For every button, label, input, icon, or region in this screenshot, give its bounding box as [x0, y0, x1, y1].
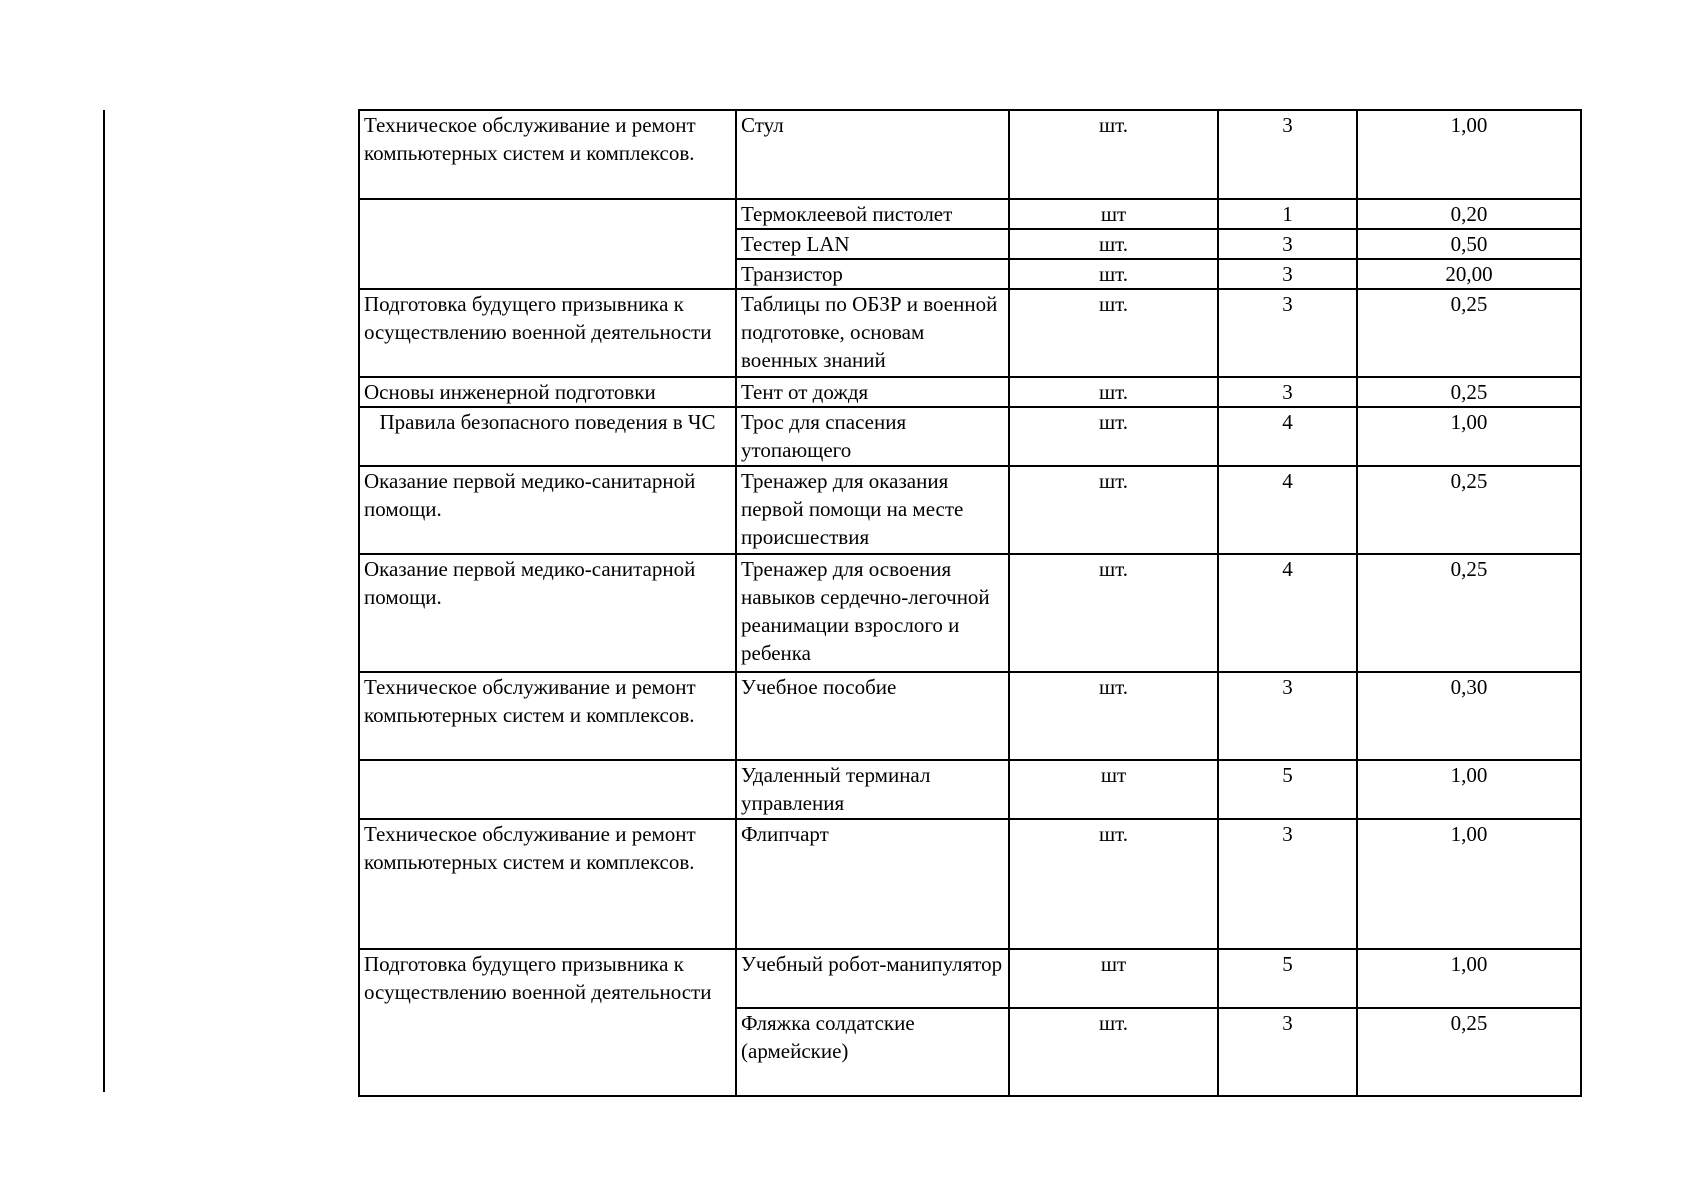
norm-cell: 1,00 [1357, 949, 1581, 1008]
item-cell: Фляжка солдатские (армейские) [736, 1008, 1009, 1096]
table-row [359, 819, 1581, 949]
norm-cell: 20,00 [1357, 259, 1581, 289]
unit-cell: шт. [1009, 554, 1218, 672]
subject-cell: Оказание первой медико-санитарной помощи. [359, 554, 736, 672]
unit-cell: шт. [1009, 259, 1218, 289]
item-cell: Тренажер для оказания первой помощи на месте происшествия [736, 466, 1009, 554]
subject-cell: Оказание первой медико-санитарной помощи. [359, 466, 736, 554]
qty-cell: 3 [1218, 1008, 1357, 1096]
table-row [359, 407, 1581, 466]
subject-cell: Подготовка будущего призывника к осуществлению военной деятельности [359, 289, 736, 377]
item-cell: Таблицы по ОБЗР и военной подготовке, основам военных знаний [736, 289, 1009, 377]
norm-cell: 0,30 [1357, 672, 1581, 760]
item-cell: Термоклеевой пистолет [736, 199, 1009, 229]
item-cell: Тестер LAN [736, 229, 1009, 259]
subject-cell: Техническое обслуживание и ремонт компьютерных систем и комплексов. [359, 672, 736, 760]
item-cell: Тренажер для освоения навыков сердечно-легочной реанимации взрослого и ребенка [736, 554, 1009, 672]
unit-cell: шт [1009, 199, 1218, 229]
subject-cell: Техническое обслуживание и ремонт компьютерных систем и комплексов. [359, 819, 736, 949]
norm-cell: 1,00 [1357, 110, 1581, 199]
table-row [359, 289, 1581, 377]
unit-cell: шт. [1009, 407, 1218, 466]
norm-cell: 0,25 [1357, 466, 1581, 554]
qty-cell: 3 [1218, 229, 1357, 259]
table-row [359, 672, 1581, 760]
norm-cell: 0,25 [1357, 1008, 1581, 1096]
unit-cell: шт [1009, 949, 1218, 1008]
table-row [359, 554, 1581, 672]
unit-cell: шт. [1009, 229, 1218, 259]
table-row [359, 760, 1581, 819]
qty-cell: 3 [1218, 819, 1357, 949]
qty-cell: 4 [1218, 554, 1357, 672]
item-cell: Стул [736, 110, 1009, 199]
norm-cell: 0,25 [1357, 377, 1581, 407]
equipment-table [358, 109, 1582, 1097]
norm-cell: 0,50 [1357, 229, 1581, 259]
unit-cell: шт [1009, 760, 1218, 819]
qty-cell: 1 [1218, 199, 1357, 229]
qty-cell: 5 [1218, 760, 1357, 819]
item-cell: Флипчарт [736, 819, 1009, 949]
unit-cell: шт. [1009, 1008, 1218, 1096]
item-cell: Трос для спасения утопающего [736, 407, 1009, 466]
subject-cell [359, 199, 736, 289]
item-cell: Удаленный терминал управления [736, 760, 1009, 819]
norm-cell: 1,00 [1357, 819, 1581, 949]
table-row [359, 949, 1581, 1008]
norm-cell: 1,00 [1357, 760, 1581, 819]
subject-cell: Подготовка будущего призывника к осуществлению военной деятельности [359, 949, 736, 1096]
unit-cell: шт. [1009, 110, 1218, 199]
item-cell: Тент от дождя [736, 377, 1009, 407]
norm-cell: 0,25 [1357, 554, 1581, 672]
item-cell: Учебный робот-манипулятор [736, 949, 1009, 1008]
unit-cell: шт. [1009, 466, 1218, 554]
table-row [359, 110, 1581, 199]
subject-cell [359, 760, 736, 819]
table-row [359, 377, 1581, 407]
table-row [359, 199, 1581, 229]
qty-cell: 3 [1218, 110, 1357, 199]
unit-cell: шт. [1009, 377, 1218, 407]
qty-cell: 3 [1218, 259, 1357, 289]
qty-cell: 3 [1218, 672, 1357, 760]
item-cell: Учебное пособие [736, 672, 1009, 760]
unit-cell: шт. [1009, 819, 1218, 949]
subject-cell: Техническое обслуживание и ремонт компьютерных систем и комплексов. [359, 110, 736, 199]
unit-cell: шт. [1009, 289, 1218, 377]
qty-cell: 5 [1218, 949, 1357, 1008]
unit-cell: шт. [1009, 672, 1218, 760]
norm-cell: 1,00 [1357, 407, 1581, 466]
qty-cell: 4 [1218, 407, 1357, 466]
item-cell: Транзистор [736, 259, 1009, 289]
norm-cell: 0,20 [1357, 199, 1581, 229]
table-row [359, 466, 1581, 554]
subject-cell: Основы инженерной подготовки [359, 377, 736, 407]
norm-cell: 0,25 [1357, 289, 1581, 377]
left-margin-rule [103, 110, 105, 1092]
qty-cell: 3 [1218, 377, 1357, 407]
qty-cell: 3 [1218, 289, 1357, 377]
qty-cell: 4 [1218, 466, 1357, 554]
subject-cell: Правила безопасного поведения в ЧС [359, 407, 736, 466]
